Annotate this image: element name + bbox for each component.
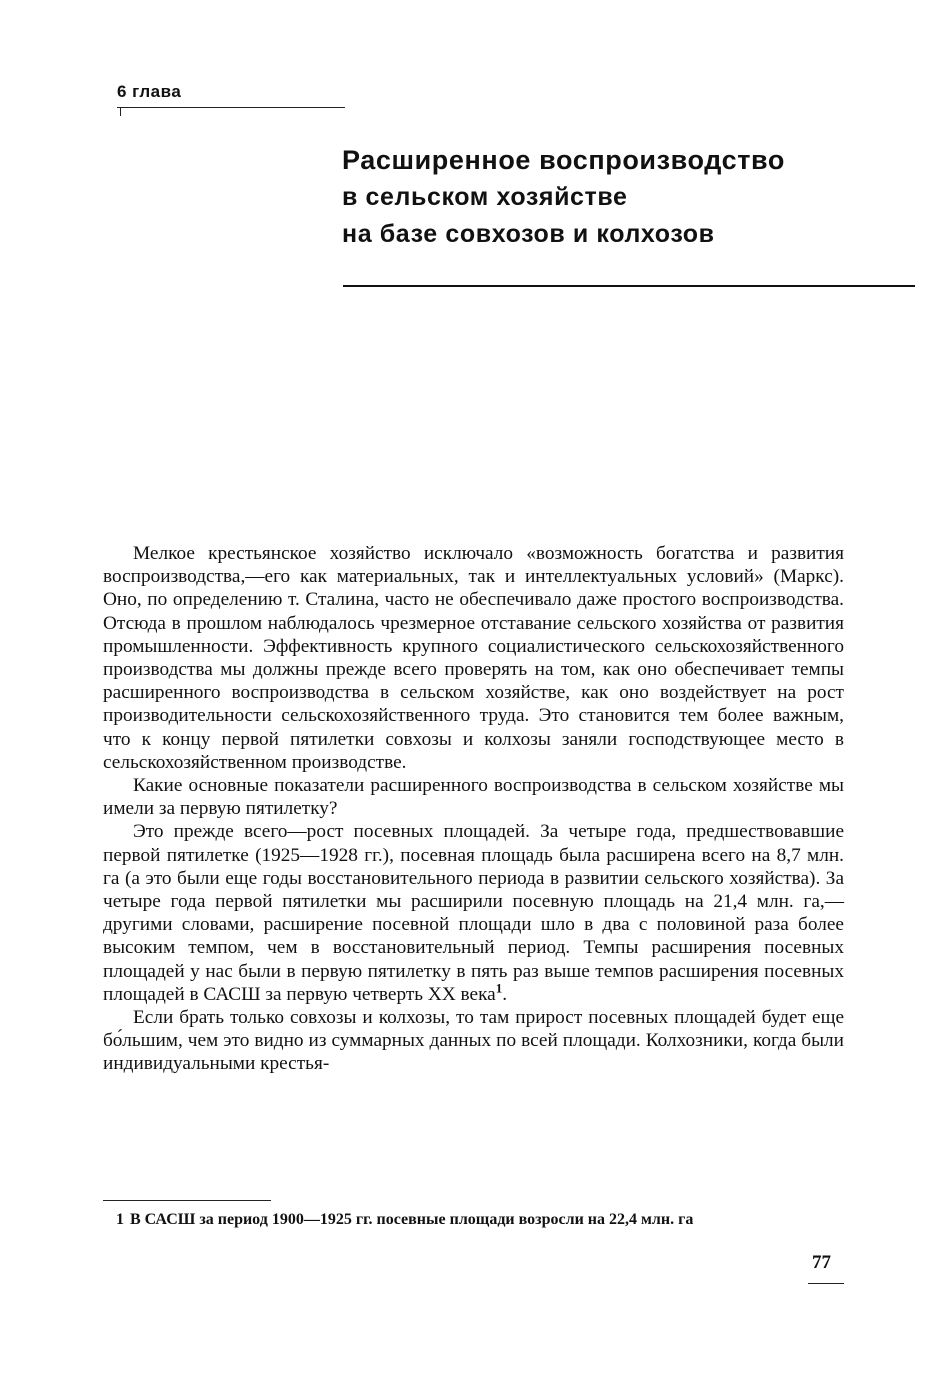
footnote: [116, 1211, 856, 1229]
footnote-text: В САСШ за период 1900—1925 гг. посевные площади возросли на 22,4 млн. га: [130, 1211, 694, 1228]
chapter-title-line-1: Расширенное воспроизводство: [342, 145, 785, 175]
paragraph-3: Это прежде всего—рост посевных площадей. За четыре года, предшествовавшие первой пятилетке (1925—1928 гг.), посевная площадь была расширена всего на 8,7 млн. га (а это были еще годы восстановительного периода в развитии сельского хозяйства). За четыре года первой пятилетки мы расширили посевную площадь на 21,4 млн. га,— другими словами, расширение посевной площади шло в два с половиной раза более высоким темпом, чем в восстановительный период. Темпы расширения посевных площадей у нас были в первую пятилетку в пять раз выше темпов расширения посевных площадей в САСШ за первую четверть XX века$^1$.: [103, 821, 844, 1005]
footnote-rule: [103, 1200, 271, 1201]
paragraph-2: Какие основные показатели расширенного воспроизводства в сельском хозяйстве мы имели за первую пятилетку?: [103, 775, 844, 820]
footnote-number: 1: [116, 1211, 124, 1228]
paragraph-4: Если брать только совхозы и колхозы, то там прирост посевных площадей будет еще бо́льшим, чем это видно из суммарных данных по всей площади. Колхозники, когда были индивидуальными крестья-: [103, 1007, 844, 1075]
page-number-rule: [808, 1283, 844, 1284]
footnote-reference: 1: [495, 980, 503, 996]
chapter-title-line-2: в сельском хозяйстве: [342, 183, 628, 211]
paragraph-1: Мелкое крестьянское хозяйство исключало «возможность богатства и развития воспроизводства,—его как материальных, так и интеллектуальных условий» (Маркс). Оно, по определению т. Сталина, часто не обеспечивало даже простого воспроизводства. Отсюда в прошлом наблюдалось чрезмерное отставание сельского хозяйства от развития промышленности. Эффективность крупного социалистического сельскохозяйственного производства мы должны прежде всего проверять на том, как оно обеспечивает темпы расширенного воспроизводства в сельском хозяйстве, как оно воздействует на рост производительности сельскохозяйственного труда. Это становится тем более важным, что к концу первой пятилетки совхозы и колхозы заняли господствующее место в сельскохозяйственном производстве.: [103, 543, 844, 773]
chapter-rule: [117, 107, 345, 108]
title-rule: [343, 285, 915, 287]
page-number: 77: [812, 1252, 831, 1273]
chapter-title-line-3: на базе совхозов и колхозов: [342, 220, 715, 248]
chapter-title: [342, 142, 882, 253]
paragraph-3-text: Это прежде всего—рост посевных площадей. За четыре года, предшествовавшие первой пятилетке (1925—1928 гг.), посевная площадь была расширена всего на 8,7 млн. га (а это были еще годы восстановительного периода в развитии сельского хозяйства). За четыре года первой пятилетки мы расширили посевную площадь на 21,4 млн. га,— другими словами, расширение посевной площади шло в два с половиной раза более высоким темпом, чем в восстановительный период. Темпы расширения посевных площадей у нас были в первую пятилетку в пять раз выше темпов расширения посевных площадей в САСШ за первую четверть XX века: [103, 821, 844, 1005]
body-text: [103, 542, 844, 1076]
chapter-rule-tick: [120, 107, 121, 116]
chapter-label: 6 глава: [117, 82, 182, 101]
